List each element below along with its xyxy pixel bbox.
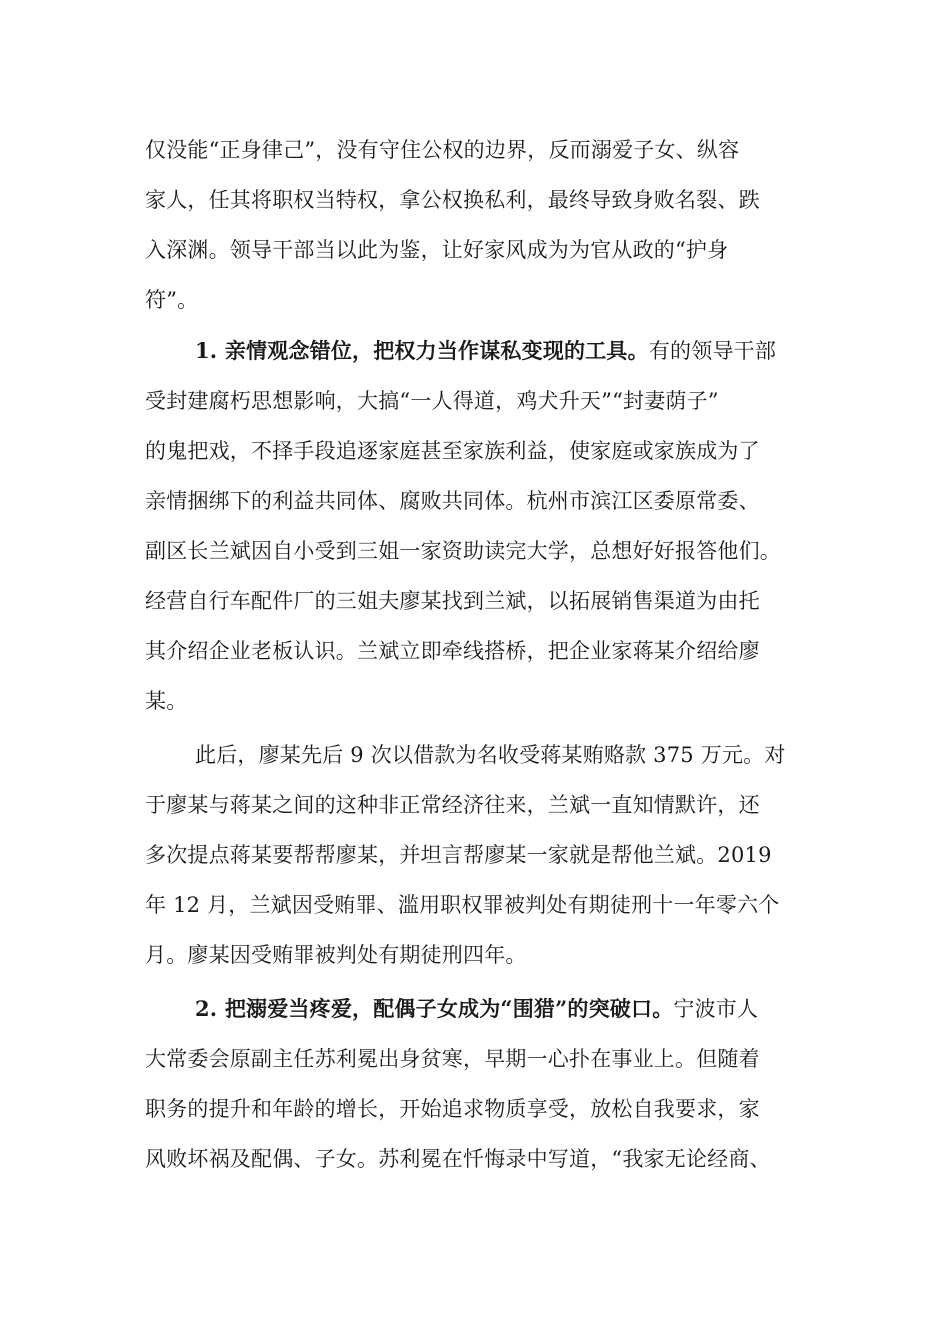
text-line: 月。廖某因受贿罪被判处有期徒刑四年。 (145, 943, 527, 967)
text-line: 其介绍企业老板认识。兰斌立即牵线搭桥，把企业家蒋某介绍给廖 (145, 639, 760, 663)
text-line: 仅没能“正身律己”，没有守住公权的边界，反而溺爱子女、纵容 (145, 138, 740, 162)
text-line: 入深渊。领导干部当以此为鉴，让好家风成为为官从政的“护身 (145, 238, 729, 262)
text-line: 风败坏祸及配偶、子女。苏利冕在忏悔录中写道，“我家无论经商、 (145, 1147, 771, 1171)
section-heading-1: 1. 亲情观念错位，把权力当作谋私变现的工具。 (195, 338, 649, 363)
text-line: 多次提点蒋某要帮帮廖某，并坦言帮廖某一家就是帮他兰斌。2019 (145, 843, 772, 867)
text-line: 于廖某与蒋某之间的这种非正常经济往来，兰斌一直知情默许，还 (145, 793, 760, 817)
text-line: 家人，任其将职权当特权，拿公权换私利，最终导致身败名裂、跌 (145, 188, 760, 212)
text-line: 某。 (145, 689, 188, 713)
text-line: 符”。 (145, 288, 199, 312)
text-line: 亲情捆绑下的利益共同体、腐败共同体。杭州市滨江区委原常委、 (145, 489, 760, 513)
text-line: 年 12 月，兰斌因受贿罪、滥用职权罪被判处有期徒刑十一年零六个 (145, 893, 780, 917)
paragraph-text: 宁波市人 (673, 997, 759, 1021)
text-line: 此后，廖某先后 9 次以借款为名收受蒋某贿赂款 375 万元。对 (195, 743, 786, 767)
text-line: 大常委会原副主任苏利冕出身贫寒，早期一心扑在事业上。但随着 (145, 1047, 760, 1071)
paragraph-line (195, 996, 758, 1022)
paragraph-line (195, 338, 776, 364)
text-line: 的鬼把戏，不择手段追逐家庭甚至家族利益，使家庭或家族成为了 (145, 439, 760, 463)
text-line: 副区长兰斌因自小受到三姐一家资助读完大学，总想好好报答他们。 (145, 539, 781, 563)
text-line: 受封建腐朽思想影响，大搞“一人得道，鸡犬升天”“封妻荫子” (145, 389, 719, 413)
text-line: 经营自行车配件厂的三姐夫廖某找到兰斌，以拓展销售渠道为由托 (145, 589, 760, 613)
section-heading-2: 2. 把溺爱当疼爱，配偶子女成为“围猎”的突破口。 (195, 996, 674, 1021)
paragraph-text: 有的领导干部 (648, 339, 777, 363)
text-line: 职务的提升和年龄的增长，开始追求物质享受，放松自我要求，家 (145, 1097, 760, 1121)
